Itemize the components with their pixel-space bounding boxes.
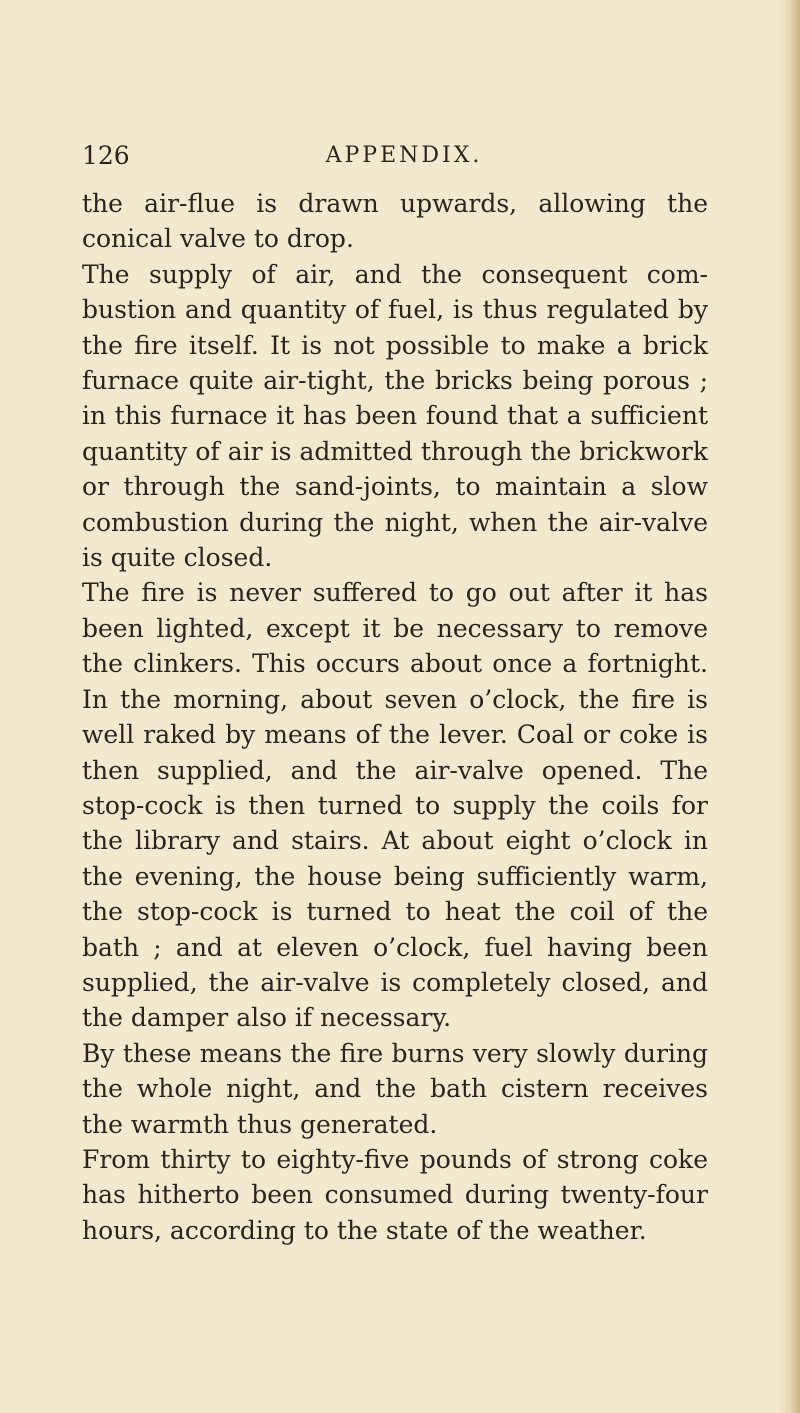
body-text: [82, 186, 708, 1248]
paragraph-1: the air-flue is drawn upwards, allowing the conical valve to drop.: [82, 189, 708, 254]
page-edge-shadow: [778, 0, 800, 1413]
running-title: APPENDIX.: [325, 143, 483, 168]
page-number: 126: [82, 141, 130, 170]
paragraph-2: The supply of air, and the consequent com-bustion and quantity of fuel, is thus regulated by the fire itself. It is not possible to make a brick furnace quite air-tight, the bricks being porous ; in this furnace it has been found that a sufficient quantity of air is admitted through the brickwork or through the sand-joints, to maintain a slow combustion during the night, when the air-valve is quite closed.: [82, 259, 708, 573]
paragraph-4: By these means the fire burns very slowly during the whole night, and the bath cistern receives the warmth thus generated.: [82, 1038, 708, 1139]
page-header: [82, 139, 708, 173]
paragraph-3: The fire is never suffered to go out after it has been lighted, except it be necessary to remove the clinkers. This occurs about once a fortnight. In the morning, about seven o’clock, the fire is well raked by means of the lever. Coal or coke is then supplied, and the air-valve opened. The stop-cock is then turned to supply the coils for the library and stairs. At about eight o’clock in the evening, the house being sufficiently warm, the stop-cock is turned to heat the coil of the bath ; and at eleven o’clock, fuel having been supplied, the air-valve is completely closed, and the damper also if necessary.: [82, 578, 708, 1033]
paragraph-5: From thirty to eighty-five pounds of strong coke has hitherto been consumed during twenty-four hours, according to the state of the weather.: [82, 1144, 708, 1245]
